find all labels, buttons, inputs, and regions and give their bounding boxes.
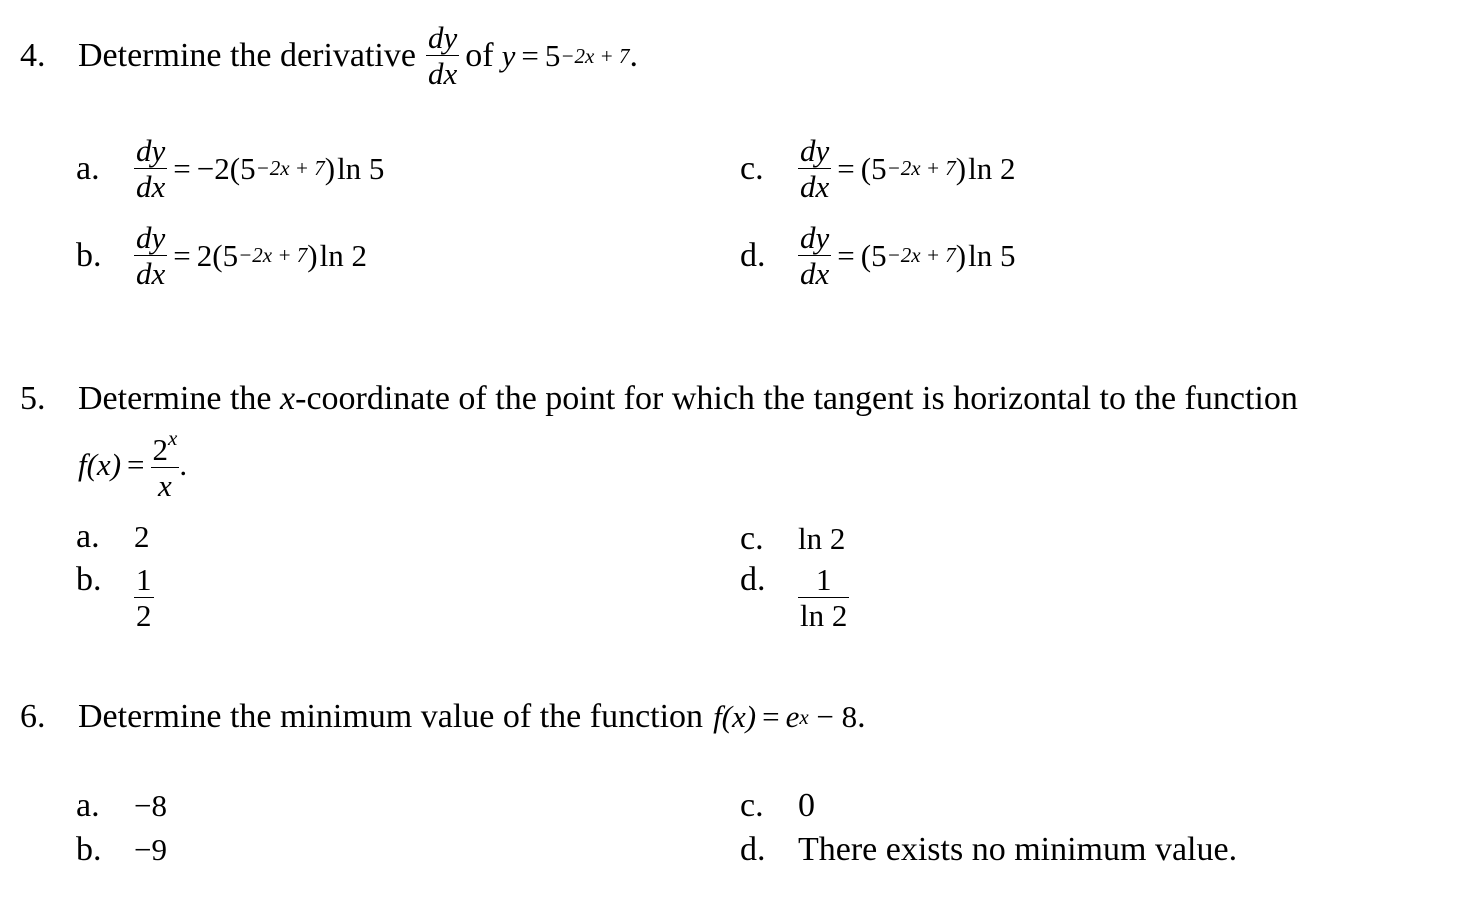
question-number: 5. <box>20 380 46 417</box>
option-label: c. <box>740 149 764 187</box>
inner-base: 5 <box>240 150 256 186</box>
numerator-exponent: x <box>168 426 178 450</box>
option-label: c. <box>740 787 764 824</box>
fraction-denominator: dx <box>800 256 830 291</box>
inner-exponent: −2x + 7 <box>238 243 308 267</box>
fraction-numerator <box>151 428 180 468</box>
option-fraction <box>798 564 849 631</box>
question-text: Determine the derivative <box>78 36 416 74</box>
fraction-denominator: dx <box>136 256 166 291</box>
coefficient: −2 <box>196 150 230 186</box>
fraction-denominator: dx <box>800 169 830 204</box>
question-number: 6. <box>20 698 46 735</box>
inner-base: 5 <box>871 150 887 186</box>
exponential-base: 5 <box>544 37 561 73</box>
option-value: −8 <box>134 788 167 823</box>
log-term: ln 5 <box>968 237 1016 273</box>
option-label: d. <box>740 561 766 598</box>
q4-option-b[interactable]: b. $\frac{dy}{dx}$ = 2 ( 5 −2x + 7 ) ln 2 <box>76 220 367 291</box>
question-text-rest: -coordinate of the point for which the tangent is horizontal to the function <box>295 380 1298 417</box>
exponential-base: e <box>785 699 800 734</box>
function-lhs: f(x) <box>78 446 122 482</box>
numerator-base: 2 <box>152 432 169 467</box>
fraction-numerator: 1 <box>798 564 849 598</box>
option-label: b. <box>76 561 102 598</box>
option-label: b. <box>76 831 102 868</box>
fraction-numerator: dy <box>136 220 166 255</box>
derivative-fraction <box>798 135 831 202</box>
question-5-stem <box>20 379 1298 419</box>
fraction-numerator: dy <box>800 220 830 255</box>
exponent: x <box>799 705 809 729</box>
equals-sign: = <box>762 699 780 734</box>
fraction-numerator: 1 <box>136 562 152 597</box>
fraction-numerator: dy <box>800 133 830 168</box>
option-fraction <box>134 564 154 631</box>
option-value: ln 2 <box>798 521 846 556</box>
derivative-fraction <box>426 22 459 89</box>
option-label: d. <box>740 831 766 868</box>
q6-option-a[interactable] <box>76 786 167 826</box>
option-value: −9 <box>134 832 167 867</box>
equals-sign: = <box>521 37 539 73</box>
equals-sign: = <box>173 237 191 273</box>
option-label: b. <box>76 236 102 274</box>
option-value: 2 <box>134 519 150 554</box>
period: . <box>629 36 638 74</box>
question-text: Determine the minimum value of the function <box>78 698 704 735</box>
fraction-numerator: dy <box>136 133 166 168</box>
fraction-denominator: ln 2 <box>800 598 848 633</box>
log-term: ln 2 <box>319 237 367 273</box>
exponent: −2x + 7 <box>560 43 630 68</box>
q4-option-c[interactable]: c. $\frac{dy}{dx}$ = ( 5 −2x + 7 ) ln 2 <box>740 133 1016 204</box>
question-4-stem <box>20 22 638 89</box>
inner-base: 5 <box>871 237 887 273</box>
period: . <box>857 698 866 735</box>
question-6-stem <box>20 697 866 737</box>
equals-sign: = <box>837 237 855 273</box>
question-text: Determine the <box>78 380 272 417</box>
equals-sign: = <box>127 446 145 482</box>
q6-option-b[interactable] <box>76 830 167 870</box>
inner-exponent: −2x + 7 <box>886 243 956 267</box>
q4-option-d[interactable]: d. $\frac{dy}{dx}$ = ( 5 −2x + 7 ) ln 5 <box>740 220 1016 291</box>
function-rest: − 8 <box>808 699 858 734</box>
coefficient: 2 <box>196 237 213 273</box>
equation-lhs: y <box>501 37 516 73</box>
inner-exponent: −2x + 7 <box>255 156 325 180</box>
q6-option-c[interactable] <box>740 786 815 826</box>
equals-sign: = <box>173 150 191 186</box>
option-label: d. <box>740 236 766 274</box>
option-value: 0 <box>798 787 815 824</box>
q5-option-b[interactable] <box>76 560 154 631</box>
q5-option-c[interactable] <box>740 519 845 559</box>
derivative-fraction <box>134 135 167 202</box>
variable-x: x <box>280 380 296 417</box>
function-fraction <box>151 428 180 501</box>
option-label: a. <box>76 518 100 555</box>
option-label: a. <box>76 787 100 824</box>
derivative-fraction <box>134 222 167 289</box>
question-text-of: of <box>465 36 494 74</box>
q4-option-a[interactable]: a. $\frac{dy}{dx}$ = −2 ( 5 −2x + 7 ) ln 5 <box>76 133 385 204</box>
fraction-denominator: x <box>158 468 172 503</box>
option-label: a. <box>76 149 100 187</box>
equals-sign: = <box>837 150 855 186</box>
function-lhs: f(x) <box>713 699 757 734</box>
derivative-fraction <box>798 222 831 289</box>
q6-option-d[interactable] <box>740 830 1237 870</box>
option-value: There exists no minimum value. <box>798 831 1238 868</box>
inner-exponent: −2x + 7 <box>886 156 956 180</box>
fraction-denominator: dx <box>136 169 166 204</box>
option-label: c. <box>740 520 764 557</box>
q5-option-a[interactable] <box>76 517 150 557</box>
period: . <box>179 446 188 482</box>
question-5-function <box>78 428 187 501</box>
fraction-denominator: 2 <box>136 598 152 633</box>
question-number: 4. <box>20 36 46 74</box>
inner-base: 5 <box>222 237 239 273</box>
fraction-numerator: dy <box>427 20 458 55</box>
q5-option-d[interactable] <box>740 560 849 631</box>
fraction-denominator: dx <box>427 56 458 91</box>
log-term: ln 2 <box>968 150 1016 186</box>
log-term: ln 5 <box>337 150 385 186</box>
